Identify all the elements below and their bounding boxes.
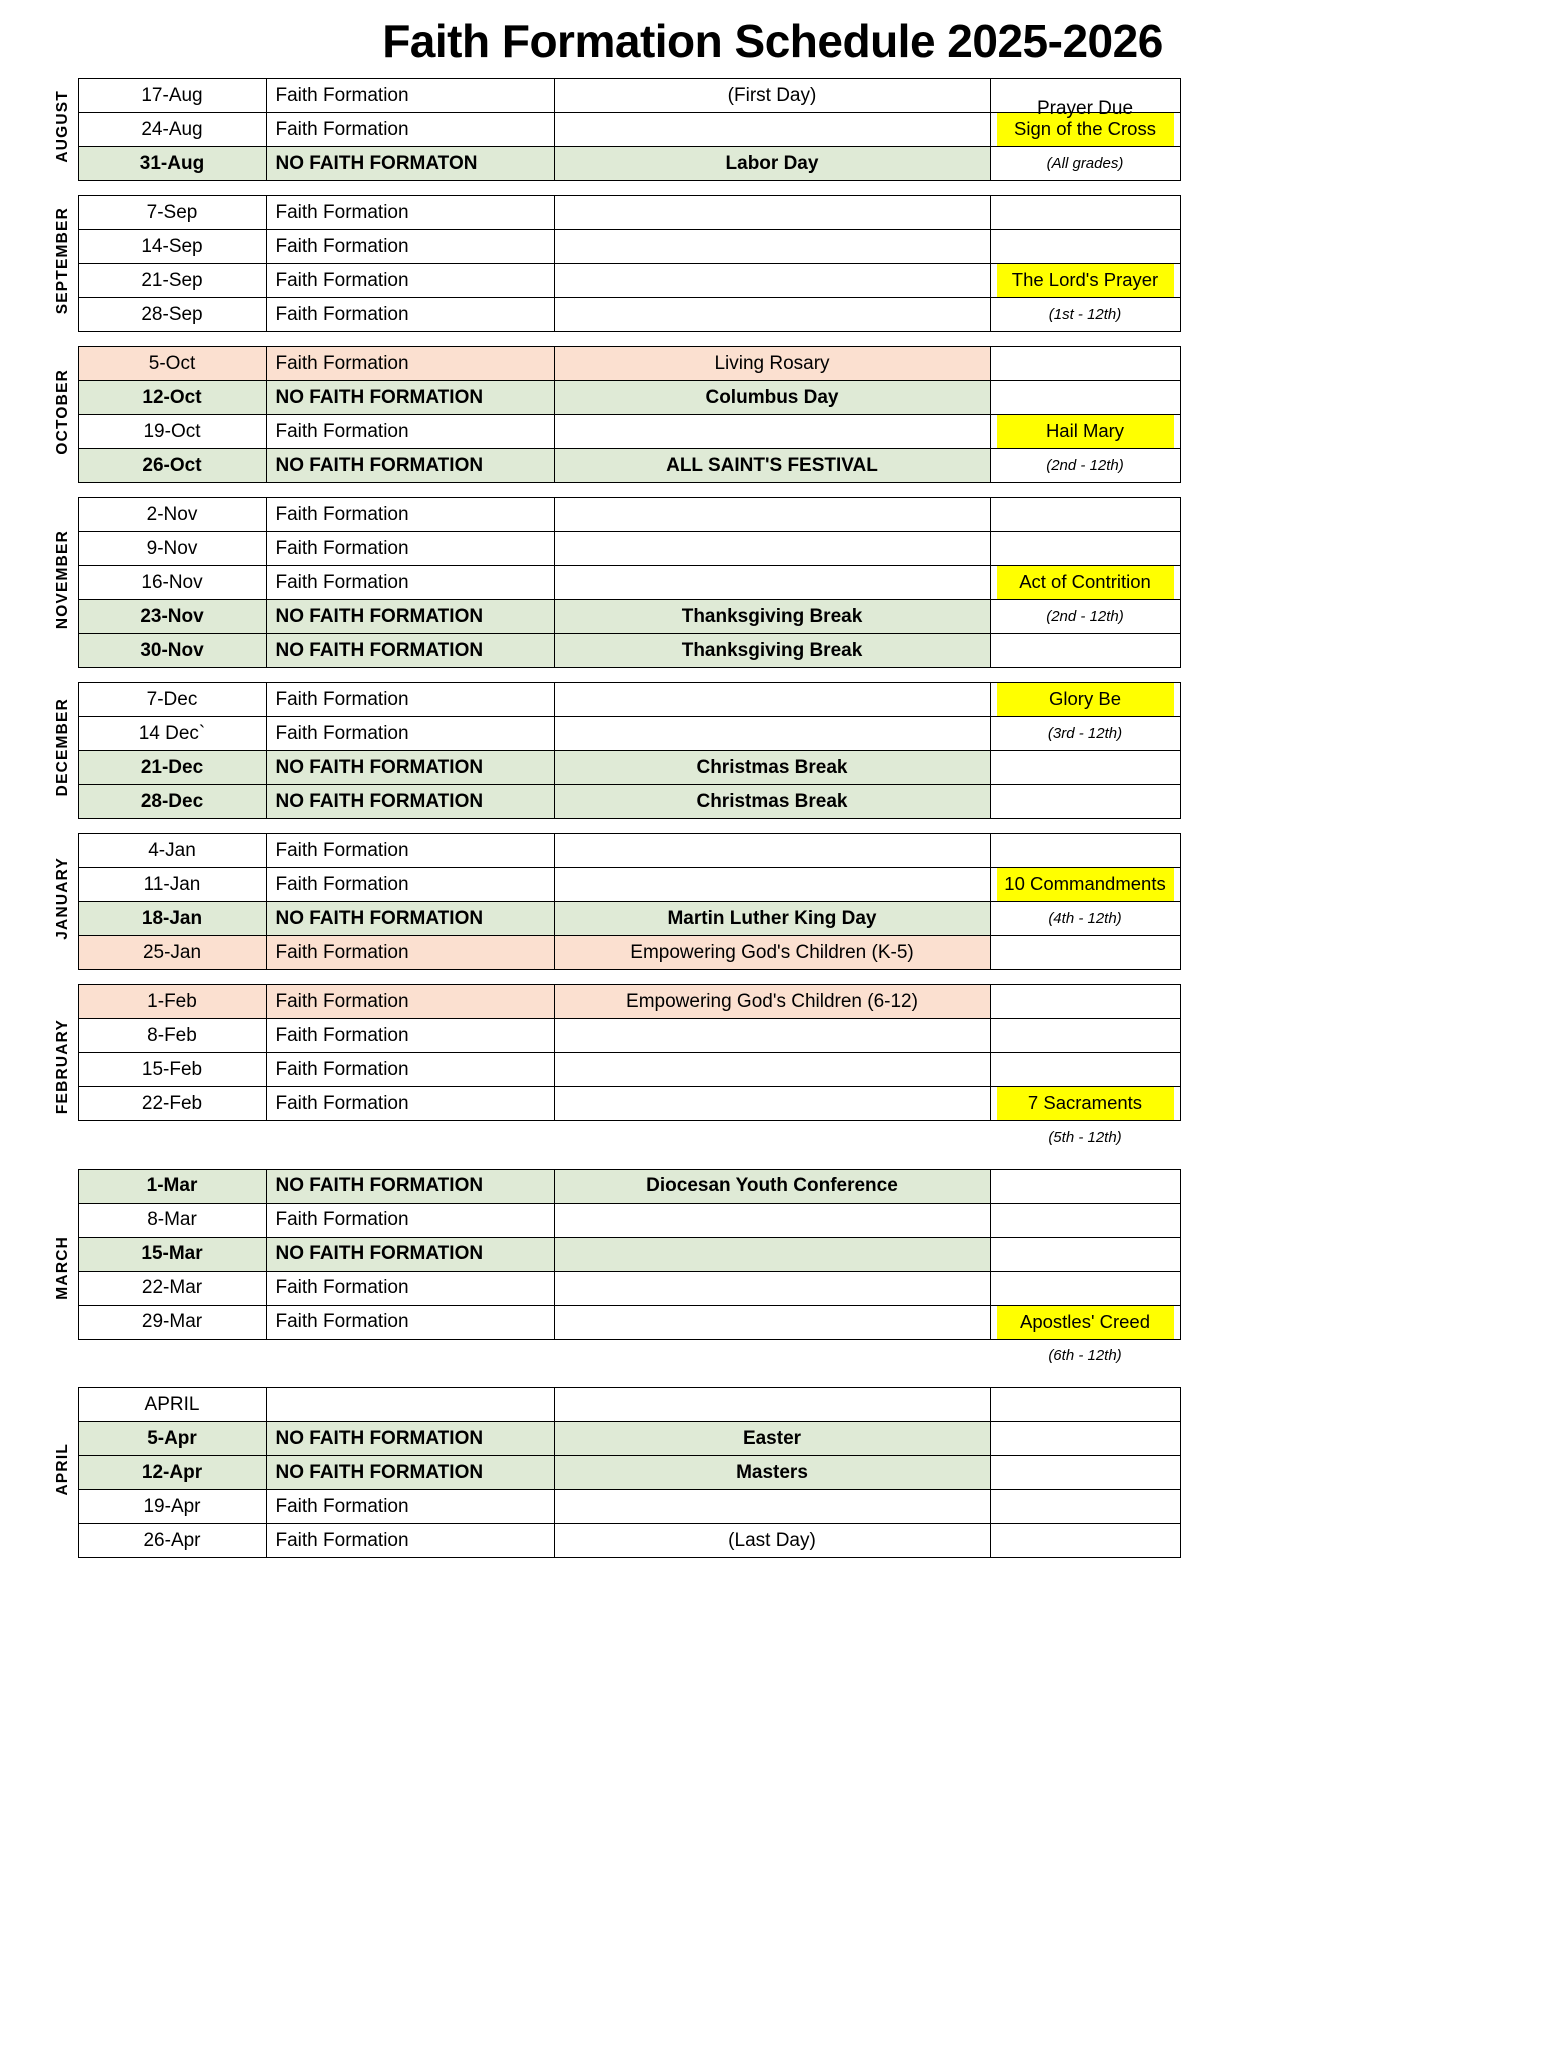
table-row xyxy=(48,1388,1180,1422)
table-row xyxy=(48,1203,1180,1237)
cell-activity: NO FAITH FORMATION xyxy=(266,902,554,936)
cell-prayer-due xyxy=(990,566,1180,600)
month-block-april xyxy=(48,1387,1181,1558)
cell-date: 7-Sep xyxy=(78,196,266,230)
cell-date: 23-Nov xyxy=(78,600,266,634)
month-gap xyxy=(48,819,1545,833)
cell-prayer-due xyxy=(990,1087,1180,1121)
cell-note xyxy=(554,1339,990,1373)
cell-activity: Faith Formation xyxy=(266,1490,554,1524)
table-row-trailing xyxy=(48,1121,1180,1155)
cell-date: 14 Dec` xyxy=(78,717,266,751)
cell-prayer-due xyxy=(990,834,1180,868)
prayer-grade-range: (2nd - 12th) xyxy=(1046,607,1124,625)
table-row xyxy=(48,498,1180,532)
cell-date: 24-Aug xyxy=(78,113,266,147)
table-row xyxy=(48,147,1180,181)
cell-activity: NO FAITH FORMATION xyxy=(266,381,554,415)
table-row xyxy=(48,1490,1180,1524)
cell-note xyxy=(554,1053,990,1087)
cell-note xyxy=(554,1388,990,1422)
table-row xyxy=(48,1271,1180,1305)
month-gap xyxy=(48,332,1545,346)
cell-prayer-due xyxy=(990,785,1180,819)
cell-prayer-due xyxy=(990,868,1180,902)
cell-note: Thanksgiving Break xyxy=(554,634,990,668)
cell-activity: Faith Formation xyxy=(266,1271,554,1305)
table-row xyxy=(48,1053,1180,1087)
table-row xyxy=(48,196,1180,230)
month-label-march xyxy=(48,1169,78,1373)
cell-prayer-due xyxy=(990,1271,1180,1305)
month-label-text: SEPTEMBER xyxy=(53,206,71,315)
prayer-grade-range: (1st - 12th) xyxy=(1048,305,1122,323)
cell-note: Diocesan Youth Conference xyxy=(554,1169,990,1203)
cell-date: 30-Nov xyxy=(78,634,266,668)
cell-date: 28-Sep xyxy=(78,298,266,332)
month-gap xyxy=(48,1558,1545,1572)
table-row xyxy=(48,1524,1180,1558)
schedule-table-container xyxy=(0,78,1545,1572)
month-block-september xyxy=(48,195,1181,332)
month-label-october xyxy=(48,347,78,483)
cell-note xyxy=(554,717,990,751)
cell-date: 18-Jan xyxy=(78,902,266,936)
cell-note xyxy=(554,264,990,298)
cell-activity xyxy=(266,1339,554,1373)
prayer-grade-range: (3rd - 12th) xyxy=(1047,724,1123,742)
table-row xyxy=(48,230,1180,264)
cell-prayer-due xyxy=(990,751,1180,785)
cell-date: 21-Dec xyxy=(78,751,266,785)
cell-note xyxy=(554,230,990,264)
month-label-text: DECEMBER xyxy=(53,698,71,797)
cell-date: 7-Dec xyxy=(78,683,266,717)
cell-date: 9-Nov xyxy=(78,532,266,566)
month-label-text: AUGUST xyxy=(53,90,71,163)
month-label-january xyxy=(48,834,78,970)
cell-prayer-due xyxy=(990,532,1180,566)
cell-prayer-due xyxy=(990,1121,1180,1155)
cell-date: 8-Mar xyxy=(78,1203,266,1237)
cell-note xyxy=(554,683,990,717)
cell-date: 4-Jan xyxy=(78,834,266,868)
cell-activity: Faith Formation xyxy=(266,717,554,751)
month-block-february xyxy=(48,984,1181,1155)
cell-date: 5-Apr xyxy=(78,1422,266,1456)
month-block-august xyxy=(48,78,1181,181)
prayer-grade-range: (2nd - 12th) xyxy=(1046,456,1124,474)
cell-note xyxy=(554,196,990,230)
cell-date: 17-Aug xyxy=(78,79,266,113)
cell-note: (First Day) xyxy=(554,79,990,113)
cell-prayer-due xyxy=(990,1203,1180,1237)
table-row-trailing xyxy=(48,1339,1180,1373)
month-label-text: OCTOBER xyxy=(53,368,71,455)
cell-prayer-due xyxy=(990,498,1180,532)
prayer-grade-range: (5th - 12th) xyxy=(1048,1128,1122,1146)
cell-activity: Faith Formation xyxy=(266,1524,554,1558)
cell-date: 22-Mar xyxy=(78,1271,266,1305)
cell-date: 11-Jan xyxy=(78,868,266,902)
page-title: Faith Formation Schedule 2025-2026 xyxy=(382,15,1163,67)
cell-date: 8-Feb xyxy=(78,1019,266,1053)
table-row xyxy=(48,381,1180,415)
cell-activity: Faith Formation xyxy=(266,298,554,332)
cell-activity: NO FAITH FORMATION xyxy=(266,449,554,483)
table-row xyxy=(48,600,1180,634)
cell-prayer-due xyxy=(990,683,1180,717)
table-row xyxy=(48,1305,1180,1339)
cell-activity: Faith Formation xyxy=(266,1305,554,1339)
cell-prayer-due xyxy=(990,347,1180,381)
cell-activity: Faith Formation xyxy=(266,264,554,298)
cell-activity: Faith Formation xyxy=(266,230,554,264)
cell-date: 5-Oct xyxy=(78,347,266,381)
cell-activity: Faith Formation xyxy=(266,1053,554,1087)
cell-prayer-due xyxy=(990,147,1180,181)
table-row xyxy=(48,834,1180,868)
cell-note xyxy=(554,1305,990,1339)
cell-date: 12-Apr xyxy=(78,1456,266,1490)
cell-activity: NO FAITH FORMATION xyxy=(266,600,554,634)
cell-prayer-due xyxy=(990,1388,1180,1422)
table-row xyxy=(48,936,1180,970)
month-label-february xyxy=(48,985,78,1155)
month-label-august xyxy=(48,79,78,181)
cell-date: 22-Feb xyxy=(78,1087,266,1121)
cell-note: Columbus Day xyxy=(554,381,990,415)
cell-activity xyxy=(266,1388,554,1422)
cell-note: (Last Day) xyxy=(554,1524,990,1558)
table-row xyxy=(48,347,1180,381)
table-row xyxy=(48,298,1180,332)
month-label-text: MARCH xyxy=(53,1236,71,1300)
cell-activity: Faith Formation xyxy=(266,1087,554,1121)
cell-date: 14-Sep xyxy=(78,230,266,264)
cell-date: 15-Mar xyxy=(78,1237,266,1271)
prayer-grade-range: (All grades) xyxy=(1046,154,1124,172)
cell-note: Empowering God's Children (K-5) xyxy=(554,936,990,970)
cell-activity: Faith Formation xyxy=(266,498,554,532)
cell-date: 2-Nov xyxy=(78,498,266,532)
month-gap xyxy=(48,181,1545,195)
table-row xyxy=(48,785,1180,819)
month-gap xyxy=(48,483,1545,497)
prayer-name: Glory Be xyxy=(997,683,1174,716)
cell-note: Thanksgiving Break xyxy=(554,600,990,634)
cell-activity: Faith Formation xyxy=(266,834,554,868)
cell-activity: NO FAITH FORMATION xyxy=(266,751,554,785)
month-block-january xyxy=(48,833,1181,970)
month-label-text: APRIL xyxy=(53,1443,71,1496)
month-block-december xyxy=(48,682,1181,819)
table-row xyxy=(48,566,1180,600)
cell-activity: NO FAITH FORMATION xyxy=(266,634,554,668)
cell-note: Living Rosary xyxy=(554,347,990,381)
cell-activity: Faith Formation xyxy=(266,1203,554,1237)
cell-note xyxy=(554,415,990,449)
cell-note xyxy=(554,1271,990,1305)
month-label-text: NOVEMBER xyxy=(53,529,71,630)
cell-prayer-due xyxy=(990,985,1180,1019)
cell-prayer-due xyxy=(990,415,1180,449)
cell-prayer-due xyxy=(990,1169,1180,1203)
prayer-name: Sign of the Cross xyxy=(997,113,1174,146)
cell-activity: NO FAITH FORMATION xyxy=(266,785,554,819)
cell-activity: Faith Formation xyxy=(266,683,554,717)
cell-date xyxy=(78,1121,266,1155)
cell-date: 28-Dec xyxy=(78,785,266,819)
prayer-name: Hail Mary xyxy=(997,415,1174,448)
cell-activity: NO FAITH FORMATION xyxy=(266,1422,554,1456)
prayer-name: Apostles' Creed xyxy=(997,1306,1174,1339)
month-gap xyxy=(48,1373,1545,1387)
cell-prayer-due xyxy=(990,1422,1180,1456)
cell-note xyxy=(554,1019,990,1053)
cell-note: Empowering God's Children (6-12) xyxy=(554,985,990,1019)
month-block-november xyxy=(48,497,1181,668)
cell-date: 15-Feb xyxy=(78,1053,266,1087)
cell-date: 26-Apr xyxy=(78,1524,266,1558)
table-row xyxy=(48,449,1180,483)
cell-prayer-due xyxy=(990,1524,1180,1558)
table-row xyxy=(48,634,1180,668)
cell-activity: Faith Formation xyxy=(266,196,554,230)
cell-prayer-due xyxy=(990,634,1180,668)
cell-activity: Faith Formation xyxy=(266,347,554,381)
table-row xyxy=(48,1456,1180,1490)
prayer-due-column-header: Prayer Due xyxy=(1036,98,1134,119)
prayer-name: 7 Sacraments xyxy=(997,1087,1174,1120)
table-row xyxy=(48,1422,1180,1456)
cell-prayer-due xyxy=(990,449,1180,483)
cell-note xyxy=(554,298,990,332)
cell-date: 19-Apr xyxy=(78,1490,266,1524)
cell-date: 25-Jan xyxy=(78,936,266,970)
cell-note: Labor Day xyxy=(554,147,990,181)
cell-activity: Faith Formation xyxy=(266,936,554,970)
month-label-text: JANUARY xyxy=(53,857,71,940)
month-block-march xyxy=(48,1169,1181,1374)
cell-activity: Faith Formation xyxy=(266,1019,554,1053)
cell-note xyxy=(554,1121,990,1155)
table-row xyxy=(48,415,1180,449)
table-row xyxy=(48,717,1180,751)
cell-activity: Faith Formation xyxy=(266,532,554,566)
cell-note: Masters xyxy=(554,1456,990,1490)
cell-date: APRIL xyxy=(78,1388,266,1422)
cell-prayer-due xyxy=(990,381,1180,415)
cell-activity: NO FAITH FORMATON xyxy=(266,147,554,181)
cell-activity: Faith Formation xyxy=(266,79,554,113)
table-row xyxy=(48,1169,1180,1203)
cell-note: Christmas Break xyxy=(554,751,990,785)
prayer-name: The Lord's Prayer xyxy=(997,264,1174,297)
table-row xyxy=(48,902,1180,936)
cell-note xyxy=(554,1087,990,1121)
table-row xyxy=(48,1087,1180,1121)
table-row xyxy=(48,1237,1180,1271)
prayer-grade-range: (6th - 12th) xyxy=(1048,1347,1122,1365)
table-row xyxy=(48,532,1180,566)
cell-activity: Faith Formation xyxy=(266,415,554,449)
cell-note: Easter xyxy=(554,1422,990,1456)
cell-prayer-due xyxy=(990,902,1180,936)
cell-prayer-due xyxy=(990,298,1180,332)
cell-note xyxy=(554,1237,990,1271)
cell-prayer-due xyxy=(990,936,1180,970)
cell-activity: Faith Formation xyxy=(266,985,554,1019)
prayer-grade-range: (4th - 12th) xyxy=(1048,909,1122,927)
month-label-april xyxy=(48,1388,78,1558)
cell-date: 29-Mar xyxy=(78,1305,266,1339)
cell-note xyxy=(554,1490,990,1524)
cell-note: Christmas Break xyxy=(554,785,990,819)
cell-note xyxy=(554,1203,990,1237)
month-block-october xyxy=(48,346,1181,483)
cell-date: 19-Oct xyxy=(78,415,266,449)
cell-activity: NO FAITH FORMATION xyxy=(266,1456,554,1490)
cell-date: 16-Nov xyxy=(78,566,266,600)
cell-activity: Faith Formation xyxy=(266,868,554,902)
month-label-november xyxy=(48,498,78,668)
month-gap xyxy=(48,668,1545,682)
cell-date: 21-Sep xyxy=(78,264,266,298)
cell-note xyxy=(554,532,990,566)
cell-date: 31-Aug xyxy=(78,147,266,181)
cell-prayer-due xyxy=(990,1237,1180,1271)
prayer-name: 10 Commandments xyxy=(997,868,1174,901)
month-gap xyxy=(48,1155,1545,1169)
cell-note xyxy=(554,113,990,147)
cell-prayer-due xyxy=(990,1456,1180,1490)
table-row xyxy=(48,868,1180,902)
cell-activity xyxy=(266,1121,554,1155)
cell-prayer-due xyxy=(990,196,1180,230)
cell-note xyxy=(554,498,990,532)
month-label-december xyxy=(48,683,78,819)
cell-prayer-due xyxy=(990,600,1180,634)
cell-date: 26-Oct xyxy=(78,449,266,483)
table-row xyxy=(48,985,1180,1019)
month-label-september xyxy=(48,196,78,332)
cell-activity: Faith Formation xyxy=(266,113,554,147)
cell-activity: NO FAITH FORMATION xyxy=(266,1169,554,1203)
table-row xyxy=(48,264,1180,298)
cell-prayer-due xyxy=(990,1339,1180,1373)
cell-prayer-due xyxy=(990,1305,1180,1339)
cell-date: 12-Oct xyxy=(78,381,266,415)
table-row xyxy=(48,751,1180,785)
cell-note: Martin Luther King Day xyxy=(554,902,990,936)
month-label-text: FEBRUARY xyxy=(53,1018,71,1115)
cell-prayer-due xyxy=(990,230,1180,264)
prayer-name: Act of Contrition xyxy=(997,566,1174,599)
cell-activity: Faith Formation xyxy=(266,566,554,600)
cell-date: 1-Mar xyxy=(78,1169,266,1203)
cell-note xyxy=(554,868,990,902)
month-gap xyxy=(48,970,1545,984)
cell-note xyxy=(554,834,990,868)
cell-activity: NO FAITH FORMATION xyxy=(266,1237,554,1271)
table-row xyxy=(48,1019,1180,1053)
table-row xyxy=(48,683,1180,717)
cell-date: 1-Feb xyxy=(78,985,266,1019)
cell-note: ALL SAINT'S FESTIVAL xyxy=(554,449,990,483)
cell-prayer-due xyxy=(990,1490,1180,1524)
cell-date xyxy=(78,1339,266,1373)
cell-prayer-due xyxy=(990,1053,1180,1087)
cell-prayer-due xyxy=(990,1019,1180,1053)
cell-prayer-due xyxy=(990,264,1180,298)
cell-prayer-due xyxy=(990,717,1180,751)
cell-note xyxy=(554,566,990,600)
